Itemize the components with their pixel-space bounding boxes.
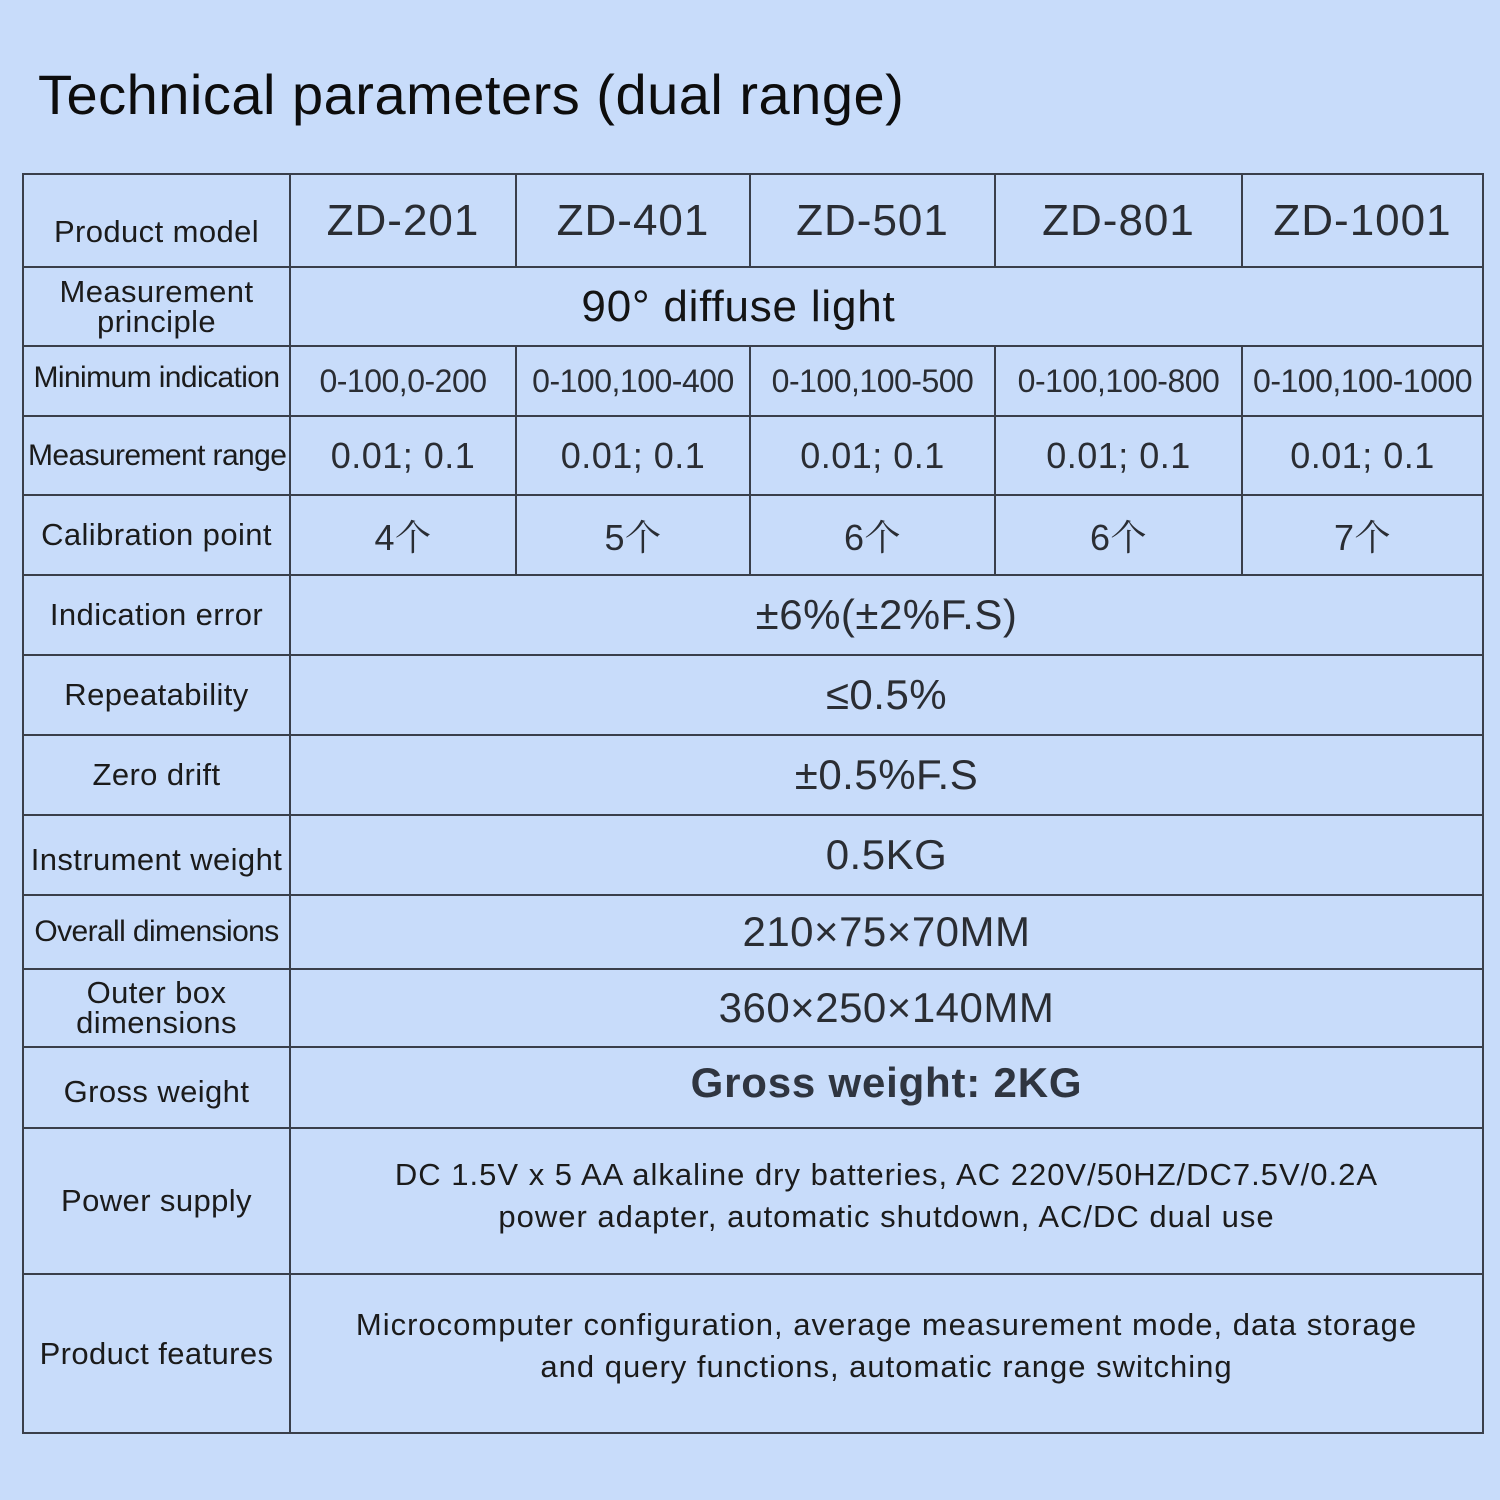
- value-power-supply: [290, 1128, 1483, 1274]
- row-label-calibration-point: Calibration point: [23, 495, 290, 575]
- row-label-measurement-principle: [23, 267, 290, 346]
- value-cell: 0-100,100-400: [516, 346, 750, 416]
- table-row-zero-drift: [23, 735, 1483, 815]
- table-row-indication-error: [23, 575, 1483, 655]
- table-row-product-model: [23, 174, 1483, 267]
- value-cell: 0-100,100-1000: [1242, 346, 1483, 416]
- model-cell: ZD-201: [290, 174, 516, 267]
- label-line: Outer box: [86, 975, 227, 1010]
- label-line: Measurement: [59, 273, 254, 309]
- row-label-instrument-weight: Instrument weight: [23, 815, 290, 895]
- row-label-repeatability: Repeatability: [23, 655, 290, 735]
- table-row-instrument-weight: [23, 815, 1483, 895]
- row-label-gross-weight: Gross weight: [23, 1047, 290, 1128]
- value-cell: 0.01; 0.1: [750, 416, 995, 495]
- value-cell: 6个: [995, 495, 1242, 575]
- table-row-measurement-principle: [23, 267, 1483, 346]
- value-cell: 6个: [750, 495, 995, 575]
- value-line: DC 1.5V x 5 AA alkaline dry batteries, AC 220V/50HZ/DC7.5V/0.2A: [394, 1157, 1379, 1192]
- model-cell: ZD-801: [995, 174, 1242, 267]
- table-row-minimum-indication: [23, 346, 1483, 416]
- value-repeatability: ≤0.5%: [290, 655, 1483, 735]
- model-cell: ZD-501: [750, 174, 995, 267]
- row-label-product-features: Product features: [23, 1274, 290, 1433]
- table-row-outer-box-dimensions: [23, 969, 1483, 1047]
- value-cell: 0-100,100-800: [995, 346, 1242, 416]
- value-product-features: [290, 1274, 1483, 1433]
- label-line: dimensions: [76, 1005, 237, 1040]
- value-cell: 5个: [516, 495, 750, 575]
- table-row-power-supply: [23, 1128, 1483, 1274]
- value-zero-drift: ±0.5%F.S: [290, 735, 1483, 815]
- row-label-outer-box-dimensions: [23, 969, 290, 1047]
- model-cell: ZD-1001: [1242, 174, 1483, 267]
- value-outer-box-dimensions: 360×250×140MM: [290, 969, 1483, 1047]
- row-label-product-model: Product model: [23, 174, 290, 267]
- spec-table: [22, 173, 1484, 1434]
- table-row-product-features: [23, 1274, 1483, 1433]
- row-label-measurement-range: Measurement range: [23, 416, 290, 495]
- value-cell: 0.01; 0.1: [995, 416, 1242, 495]
- table-row-overall-dimensions: [23, 895, 1483, 969]
- table-row-measurement-range: [23, 416, 1483, 495]
- row-label-indication-error: Indication error: [23, 575, 290, 655]
- value-cell: 0.01; 0.1: [516, 416, 750, 495]
- model-cell: ZD-401: [516, 174, 750, 267]
- value-cell: 7个: [1242, 495, 1483, 575]
- value-measurement-principle: 90° diffuse light: [290, 267, 1483, 346]
- value-line: and query functions, automatic range switching: [540, 1348, 1233, 1384]
- value-cell: 4个: [290, 495, 516, 575]
- value-gross-weight: Gross weight: 2KG: [290, 1047, 1483, 1128]
- value-line: Microcomputer configuration, average measurement mode, data storage: [355, 1306, 1418, 1342]
- value-line: power adapter, automatic shutdown, AC/DC dual use: [498, 1199, 1275, 1234]
- row-label-minimum-indication: Minimum indication: [23, 346, 290, 416]
- page-title: Technical parameters (dual range): [38, 63, 905, 126]
- table-row-repeatability: [23, 655, 1483, 735]
- row-label-zero-drift: Zero drift: [23, 735, 290, 815]
- value-indication-error: ±6%(±2%F.S): [290, 575, 1483, 655]
- value-cell: 0.01; 0.1: [1242, 416, 1483, 495]
- value-cell: 0-100,100-500: [750, 346, 995, 416]
- value-cell: 0-100,0-200: [290, 346, 516, 416]
- value-overall-dimensions: 210×75×70MM: [290, 895, 1483, 969]
- value-instrument-weight: 0.5KG: [290, 815, 1483, 895]
- table-row-calibration-point: [23, 495, 1483, 575]
- label-line: principle: [96, 303, 217, 339]
- row-label-power-supply: Power supply: [23, 1128, 290, 1274]
- table-row-gross-weight: [23, 1047, 1483, 1128]
- row-label-overall-dimensions: Overall dimensions: [23, 895, 290, 969]
- value-cell: 0.01; 0.1: [290, 416, 516, 495]
